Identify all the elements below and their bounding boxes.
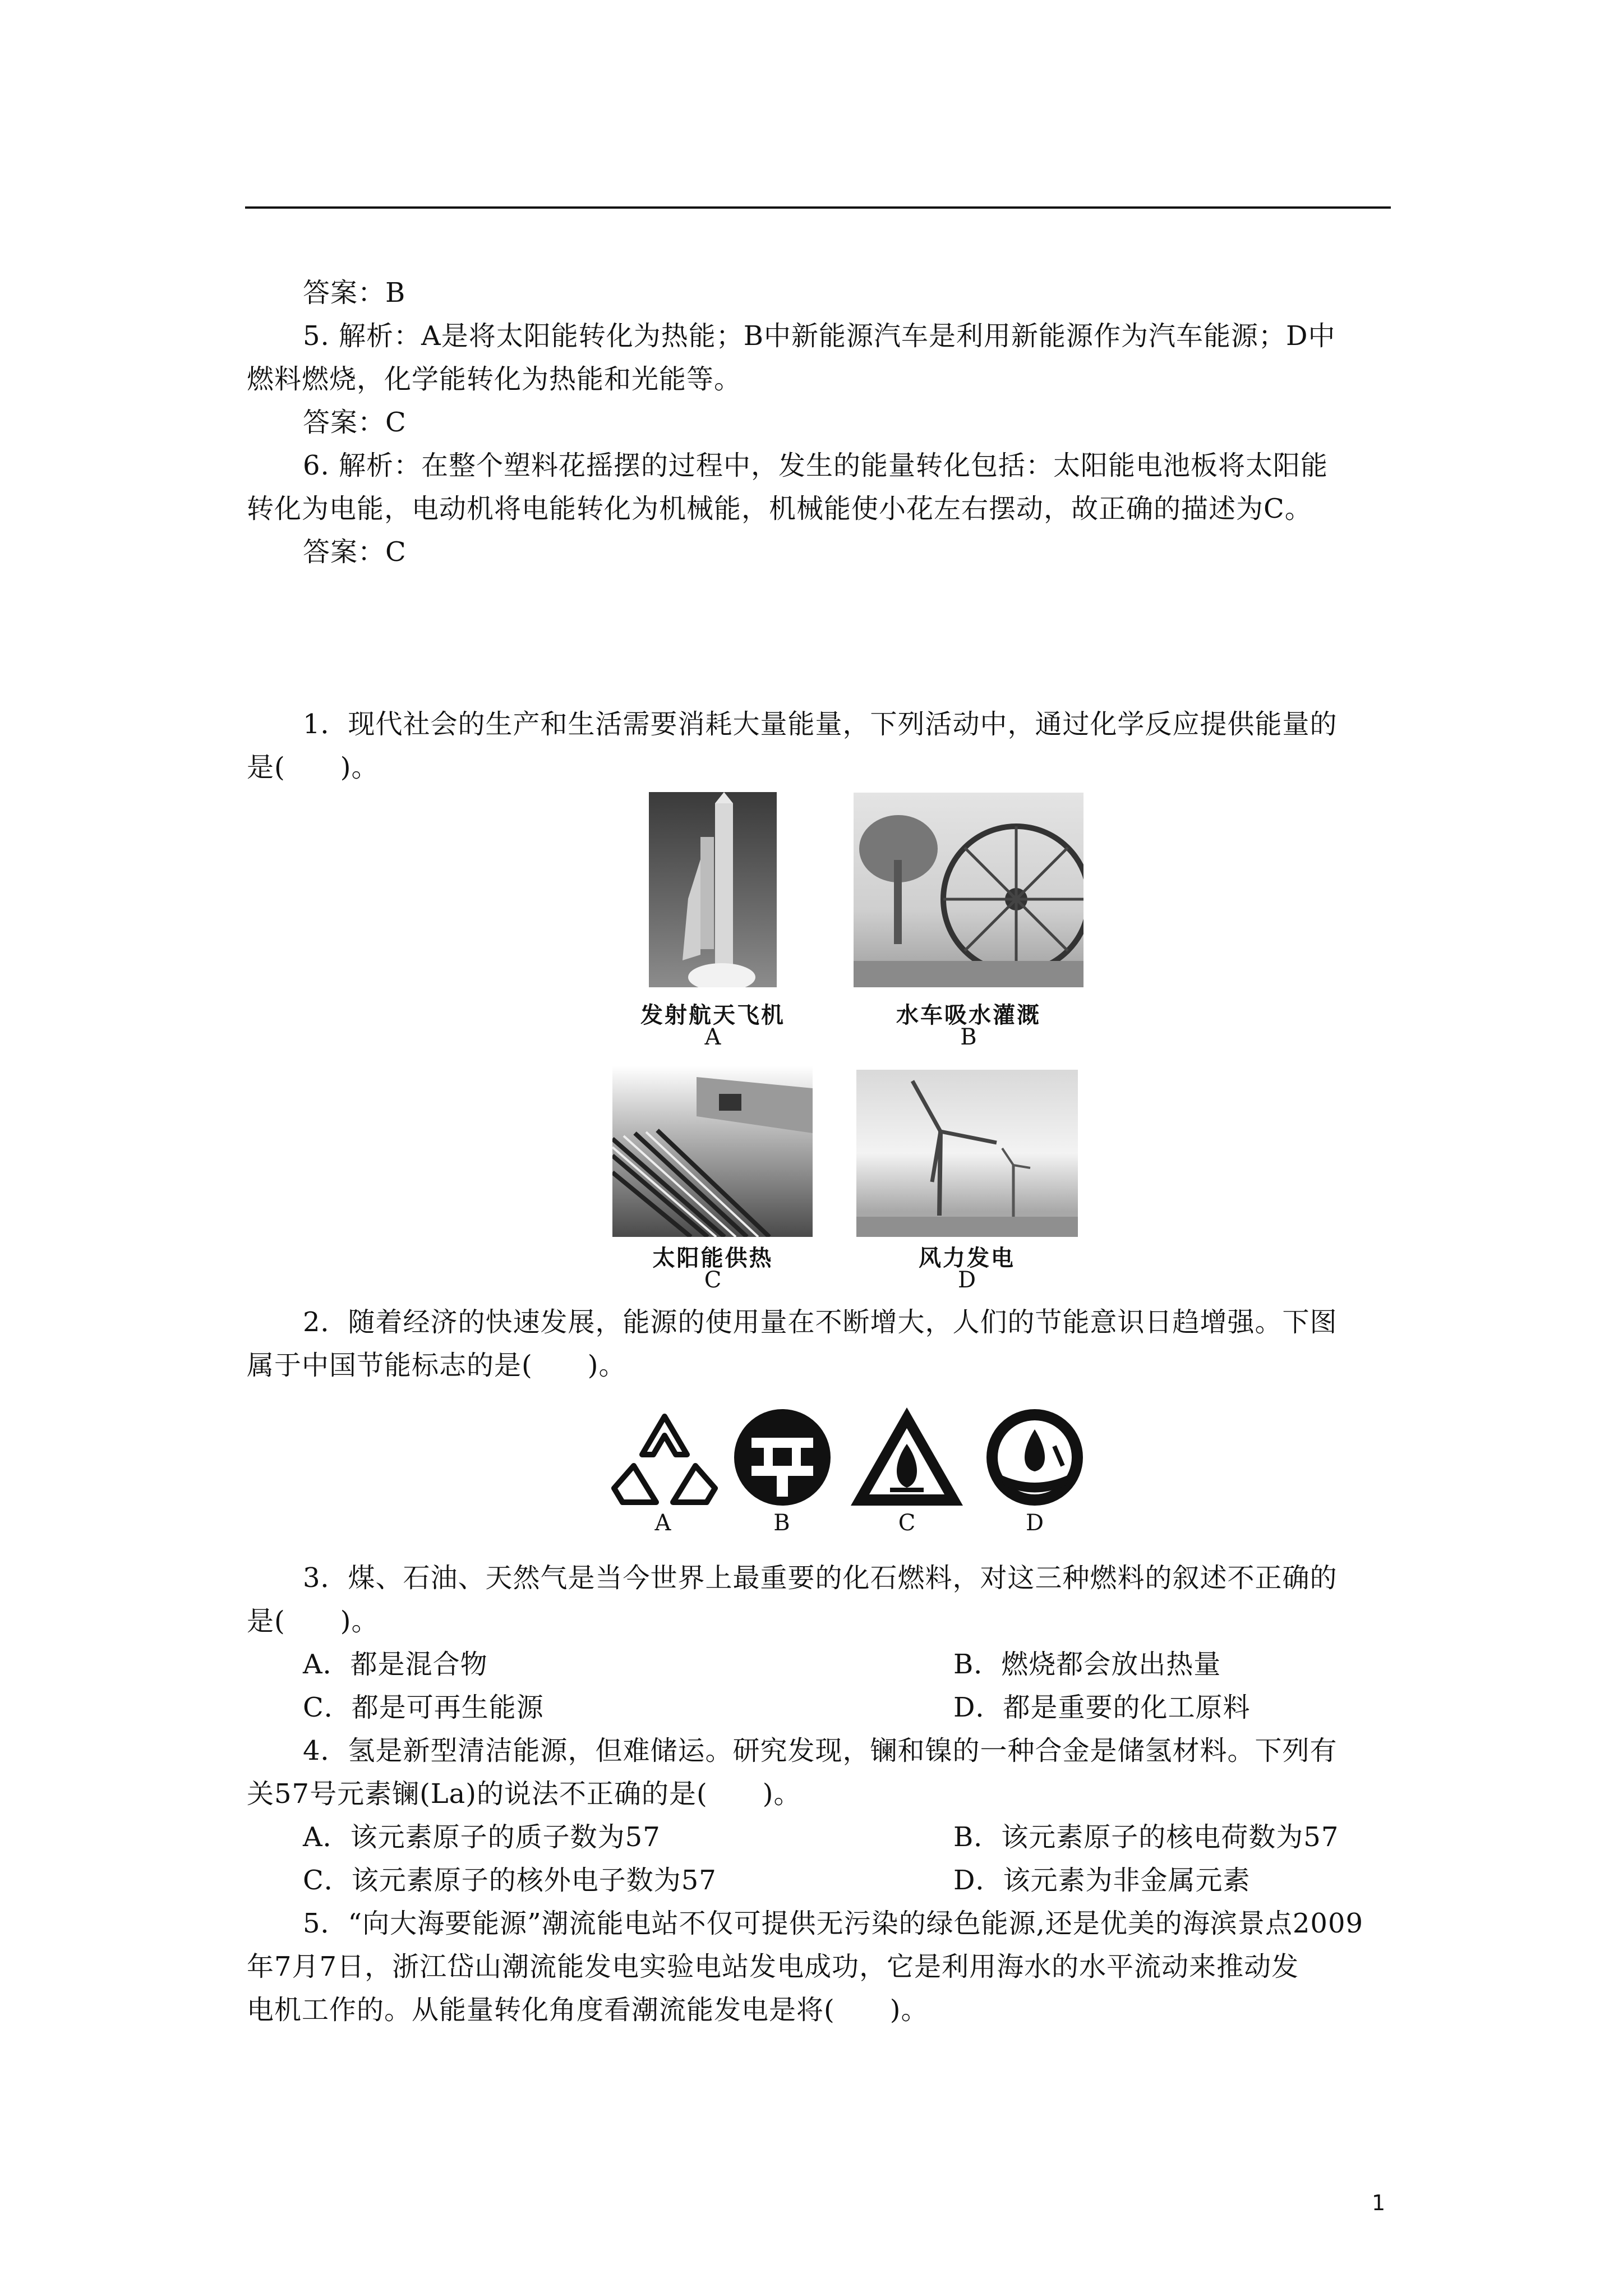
q4-option-a: A．该元素原子的质子数为57 — [303, 1821, 661, 1853]
q1-caption-c: 太阳能供热 — [652, 1245, 773, 1271]
q2-letter-a: A — [654, 1510, 671, 1536]
water-saving-icon — [981, 1407, 1088, 1508]
analysis-5-line1: 5. 解析：A是将太阳能转化为热能；B中新能源汽车是利用新能源作为汽车能源；D中 — [303, 320, 1336, 352]
header-rule — [245, 206, 1391, 209]
space-shuttle-photo — [649, 792, 777, 987]
wind-turbine-photo — [856, 1070, 1078, 1237]
question-2-line1: 2．随着经济的快速发展，能源的使用量在不断增大，人们的节能意识日趋增强。下图 — [303, 1306, 1338, 1338]
q1-caption-d: 风力发电 — [919, 1245, 1015, 1271]
q1-letter-c: C — [704, 1267, 722, 1293]
q1-letter-b: B — [960, 1024, 977, 1050]
question-5-line2: 年7月7日，浙江岱山潮流能发电实验电站发电成功，它是利用海水的水平流动来推动发 — [247, 1951, 1299, 1982]
q1-caption-b: 水车吸水灌溉 — [896, 1002, 1041, 1028]
recycle-icon — [611, 1410, 718, 1508]
question-4-line2: 关57号元素镧(La)的说法不正确的是( )。 — [247, 1778, 801, 1810]
q2-letter-d: D — [1025, 1510, 1044, 1536]
q3-option-c: C．都是可再生能源 — [303, 1692, 544, 1723]
analysis-6-line2: 转化为电能，电动机将电能转化为机械能，机械能使小花左右摆动，故正确的描述为C。 — [247, 493, 1312, 524]
solar-heater-photo — [612, 1066, 813, 1237]
q1-letter-a: A — [704, 1024, 721, 1050]
question-4-line1: 4．氢是新型清洁能源，但难储运。研究发现，镧和镍的一种合金是储氢材料。下列有 — [303, 1735, 1338, 1766]
answer-4: 答案：B — [303, 277, 406, 309]
q2-letter-c: C — [898, 1510, 916, 1536]
energy-saving-icon — [729, 1407, 836, 1508]
question-5-line1: 5．“向大海要能源”潮流能电站不仅可提供无污染的绿色能源,还是优美的海滨景点2009 — [303, 1908, 1364, 1939]
q3-option-d: D．都是重要的化工原料 — [953, 1692, 1251, 1723]
q4-option-c: C．该元素原子的核外电子数为57 — [303, 1865, 717, 1896]
question-2-line2: 属于中国节能标志的是( )。 — [247, 1350, 626, 1381]
question-5-line3: 电机工作的。从能量转化角度看潮流能发电是将( )。 — [247, 1994, 929, 2026]
analysis-5-line2: 燃料燃烧，化学能转化为热能和光能等。 — [247, 364, 742, 395]
q1-letter-d: D — [957, 1267, 976, 1293]
q3-option-b: B．燃烧都会放出热量 — [953, 1649, 1221, 1680]
question-3-line2: 是( )。 — [247, 1605, 379, 1637]
q4-option-b: B．该元素原子的核电荷数为57 — [953, 1821, 1339, 1853]
question-1-line1: 1．现代社会的生产和生活需要消耗大量能量，下列活动中，通过化学反应提供能量的 — [303, 708, 1338, 740]
answer-6: 答案：C — [303, 536, 407, 568]
q4-option-d: D．该元素为非金属元素 — [953, 1865, 1251, 1896]
question-3-line1: 3．煤、石油、天然气是当今世界上最重要的化石燃料，对这三种燃料的叙述不正确的 — [303, 1562, 1338, 1594]
flammable-warning-icon — [848, 1405, 966, 1508]
answer-5: 答案：C — [303, 407, 407, 438]
question-1-line2: 是( )。 — [247, 752, 379, 783]
page-number: 1 — [1372, 2191, 1386, 2215]
q3-option-a: A．都是混合物 — [303, 1649, 488, 1680]
water-wheel-photo — [854, 793, 1083, 987]
q1-caption-a: 发射航天飞机 — [640, 1002, 785, 1028]
q2-letter-b: B — [773, 1510, 790, 1536]
analysis-6-line1: 6. 解析：在整个塑料花摇摆的过程中，发生的能量转化包括：太阳能电池板将太阳能 — [303, 450, 1329, 481]
